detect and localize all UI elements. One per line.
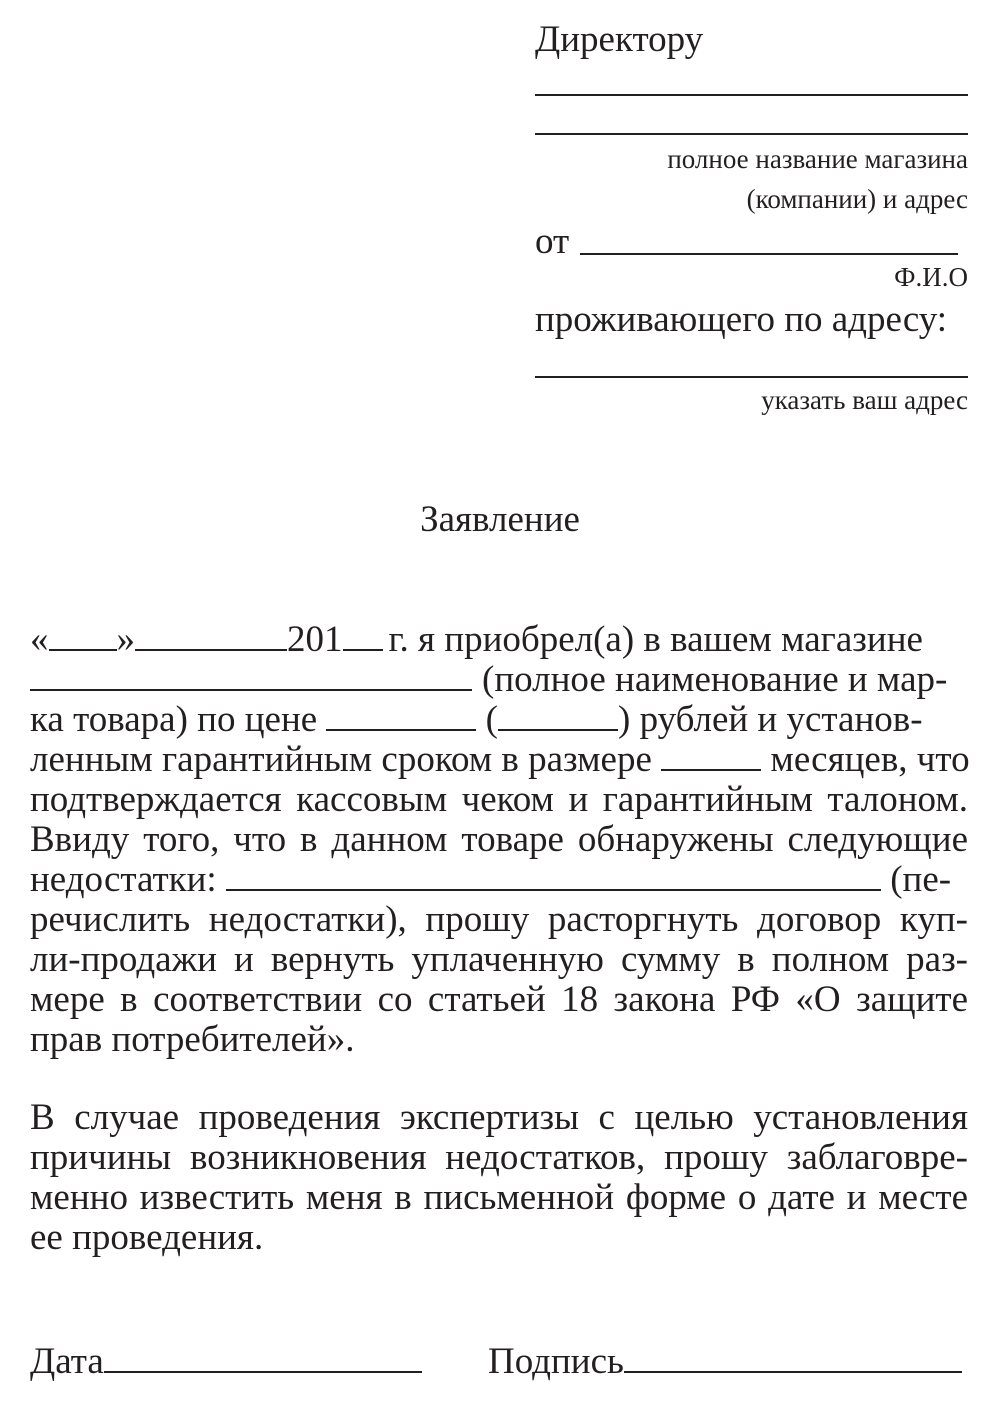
paragraph-1-line-7 (30, 860, 968, 900)
paragraph-2-line-2: причины возникновения недостатков, прошу заблаговре- (30, 1137, 968, 1178)
date-field (30, 1340, 422, 1383)
price-text: ка товара) по цене (30, 699, 318, 740)
address-line (535, 376, 968, 378)
price-digits-blank (326, 701, 476, 731)
warranty-text: ленным гарантийным сроком в размере (30, 739, 652, 780)
shop-name-line-2 (535, 133, 968, 135)
warranty-months-blank (661, 741, 761, 771)
defects-hint-start: (пе- (890, 859, 952, 900)
purchase-text: г. я приобрел(а) в вашем магазине (388, 619, 923, 660)
signature-label: Подпись (488, 1341, 624, 1382)
price-words-blank (498, 701, 618, 731)
month-blank (135, 621, 287, 651)
day-blank (49, 621, 117, 651)
year-prefix: 201 (287, 619, 343, 660)
addressee-title: Директору (535, 19, 704, 60)
paragraph-1-line-9: ли-продажи и вернуть уплаченную сумму в полном раз- (30, 939, 968, 980)
paragraph-1-line-6: Ввиду того, что в данном товаре обнаружены следующие (30, 819, 968, 860)
price-open-paren: ( (485, 699, 498, 740)
paragraph-1-line-4 (30, 740, 968, 780)
defects-blank (226, 861, 881, 891)
shop-name-line-1 (535, 94, 968, 96)
paragraph-1-line-3 (30, 700, 968, 740)
shop-name-hint-1: полное название магазина (667, 144, 968, 174)
paragraph-1-line-8: речислить недостатки), прошу расторгнуть договор куп- (30, 899, 968, 940)
open-quote: « (30, 619, 49, 660)
product-name-blank (30, 661, 472, 691)
paragraph-2-line-4: ее проведения. (30, 1217, 264, 1258)
product-hint-text: (полное наименование и мар- (482, 659, 948, 700)
shop-name-hint-2: (компании) и адрес (746, 184, 968, 214)
close-quote: » (116, 619, 135, 660)
paragraph-1-line-2 (30, 660, 968, 700)
warranty-months-text: месяцев, что (770, 739, 970, 780)
year-blank (343, 621, 383, 651)
paragraph-2-line-1: В случае проведения экспертизы с целью установления (30, 1097, 968, 1138)
signature-field (488, 1340, 962, 1383)
date-label: Дата (30, 1341, 104, 1382)
defects-label: недостатки: (30, 859, 217, 900)
paragraph-2-line-3: менно известить меня в письменной форме о дате и месте (30, 1177, 968, 1218)
fio-hint: Ф.И.О (894, 262, 968, 292)
address-hint: указать ваш адрес (761, 385, 968, 415)
paragraph-1-line-1 (30, 620, 968, 660)
fio-line (580, 253, 958, 255)
date-blank (104, 1343, 422, 1373)
residing-label: проживающего по адресу: (535, 299, 948, 340)
paragraph-1-line-11: прав потребителей». (30, 1019, 355, 1060)
from-label: от (535, 221, 570, 262)
paragraph-1-line-10: мере в соответствии со статьей 18 закона РФ «О защите (30, 979, 968, 1020)
document-title: Заявление (420, 499, 580, 540)
signature-blank (624, 1343, 962, 1373)
price-close-text: ) рублей и установ- (618, 699, 923, 740)
paragraph-1-line-5: подтверждается кассовым чеком и гарантийным талоном. (30, 779, 968, 820)
